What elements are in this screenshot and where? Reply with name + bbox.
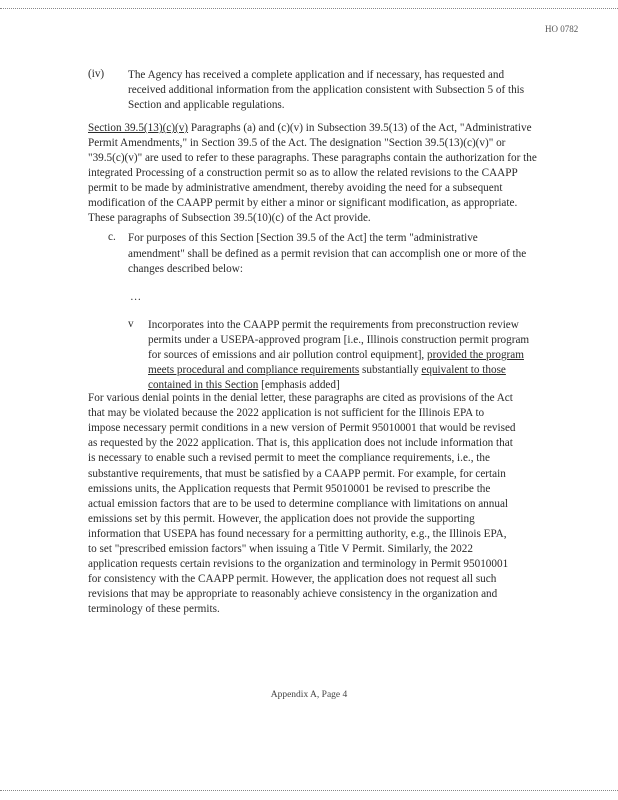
item-v-marker: v: [128, 318, 134, 330]
text-line: [88, 482, 490, 496]
text-line: [148, 333, 529, 347]
text-run: actual emission factors that are to be used to determine compliance with limitations on annual: [88, 497, 509, 510]
text-line: [88, 602, 220, 616]
text-run: substantially: [359, 364, 422, 376]
text-run: For purposes of this Section [Section 39.5 of the Act] the term "administrative: [128, 232, 478, 244]
text-line: [148, 318, 519, 332]
ellipsis: …: [130, 291, 142, 303]
underlined-text: contained in this Section: [148, 379, 259, 391]
text-run: emissions units, the Application requests that Permit 95010001 be revised to prescribe the: [88, 482, 491, 495]
text-line: [128, 98, 285, 112]
text-run: that may be violated because the 2022 application is not sufficient for the Illinois EPA to: [88, 407, 485, 420]
text-line: [128, 68, 504, 82]
text-run: is necessary to enable such a revised permit to meet the compliance requirements, i.e., the: [88, 452, 490, 465]
text-run: permit to be made by administrative amendment, thereby avoiding the need for a subsequent: [88, 182, 503, 194]
text-line: [128, 83, 524, 97]
item-iv-marker: (iv): [88, 68, 105, 80]
text-run: received additional information from the application consistent with Subsection 5 of this: [128, 84, 525, 96]
text-run: modification of the CAAPP permit by either a minor or significant modification, as appropriate.: [88, 197, 518, 209]
item-c-marker: c.: [108, 231, 116, 243]
text-line: [88, 512, 475, 526]
text-run: for sources of emissions and air pollution control equipment],: [148, 349, 428, 361]
page-footer: Appendix A, Page 4: [270, 690, 348, 700]
text-line: [128, 247, 526, 261]
text-line: [88, 467, 506, 481]
underlined-text: Section 39.5(13)(c)(v): [88, 122, 189, 134]
underlined-text: equivalent to those: [421, 364, 506, 376]
text-line: [88, 211, 371, 225]
text-line: [128, 231, 478, 245]
text-run: permits under a USEPA-approved program [i.e., Illinois construction permit program: [148, 334, 530, 346]
text-line: [88, 451, 490, 465]
text-line: [88, 557, 508, 571]
text-line: [88, 436, 513, 450]
underlined-text: meets procedural and compliance requirements: [148, 364, 360, 376]
text-run: terminology of these permits.: [88, 603, 220, 616]
text-run: changes described below:: [128, 263, 243, 275]
text-line: [88, 527, 507, 541]
text-line: [88, 181, 502, 195]
text-run: integrated Processing of a construction permit so as to allow the related revisions to the CAAPP: [88, 167, 518, 179]
text-run: The Agency has received a complete application and if necessary, has requested and: [128, 69, 505, 81]
text-run: Incorporates into the CAAPP permit the requirements from preconstruction review: [148, 319, 519, 331]
text-line: [88, 136, 505, 150]
text-line: [88, 196, 517, 210]
text-line: [88, 391, 513, 405]
text-run: amendment" shall be defined as a permit revision that can accomplish one or more of the: [128, 247, 527, 260]
text-run: Paragraphs (a) and (c)(v) in Subsection 39.5(13) of the Act, "Administrative: [188, 122, 532, 134]
text-run: for consistency with the CAAPP permit. However, the application does not request all such: [88, 573, 497, 586]
text-line: [88, 572, 496, 586]
text-run: [emphasis added]: [258, 379, 340, 391]
text-run: impose necessary permit conditions in a new version of Permit 95010001 that would be revised: [88, 422, 516, 435]
scan-edge-top: [0, 8, 618, 9]
text-run: information that USEPA has found necessary for a permitting authority, e.g., the Illinois EPA,: [88, 527, 507, 540]
text-line: [148, 378, 340, 392]
text-run: Section and applicable regulations.: [128, 99, 285, 111]
document-code: HO 0782: [545, 24, 579, 34]
text-run: These paragraphs of Subsection 39.5(10)(c) of the Act provide.: [88, 212, 371, 224]
text-run: Permit Amendments," in Section 39.5 of the Act. The designation "Section 39.5(13)(c)(v)" or: [88, 137, 506, 149]
text-line: [148, 363, 506, 377]
text-run: application requests certain revisions to the organization and terminology in Permit 95010001: [88, 558, 509, 571]
text-run: substantive requirements, that must be satisfied by a CAAPP permit. For example, for certain: [88, 467, 506, 480]
text-line: [88, 497, 508, 511]
text-run: to set "prescribed emission factors" when issuing a Title V Permit. Similarly, the 2022: [88, 543, 473, 555]
text-line: [88, 166, 518, 180]
scan-edge-bottom: [0, 790, 618, 791]
underlined-text: provided the program: [427, 349, 524, 361]
text-run: emissions set by this permit. However, the application does not provide the supporting: [88, 512, 475, 525]
text-line: [88, 421, 516, 435]
text-line: [88, 542, 473, 556]
text-line: [128, 262, 243, 276]
text-line: [88, 587, 497, 601]
text-run: revisions that may be appropriate to reasonably achieve consistency in the organization and: [88, 588, 498, 601]
text-run: For various denial points in the denial letter, these paragraphs are cited as provisions of the Act: [88, 392, 513, 404]
text-run: "39.5(c)(v)" are used to refer to these paragraphs. These paragraphs contain the authorization for the: [88, 152, 537, 164]
text-line: [88, 121, 532, 135]
text-line: [148, 348, 524, 362]
text-line: [88, 406, 484, 420]
text-run: as requested by the 2022 application. That is, this application does not include information that: [88, 437, 513, 450]
text-line: [88, 151, 537, 165]
